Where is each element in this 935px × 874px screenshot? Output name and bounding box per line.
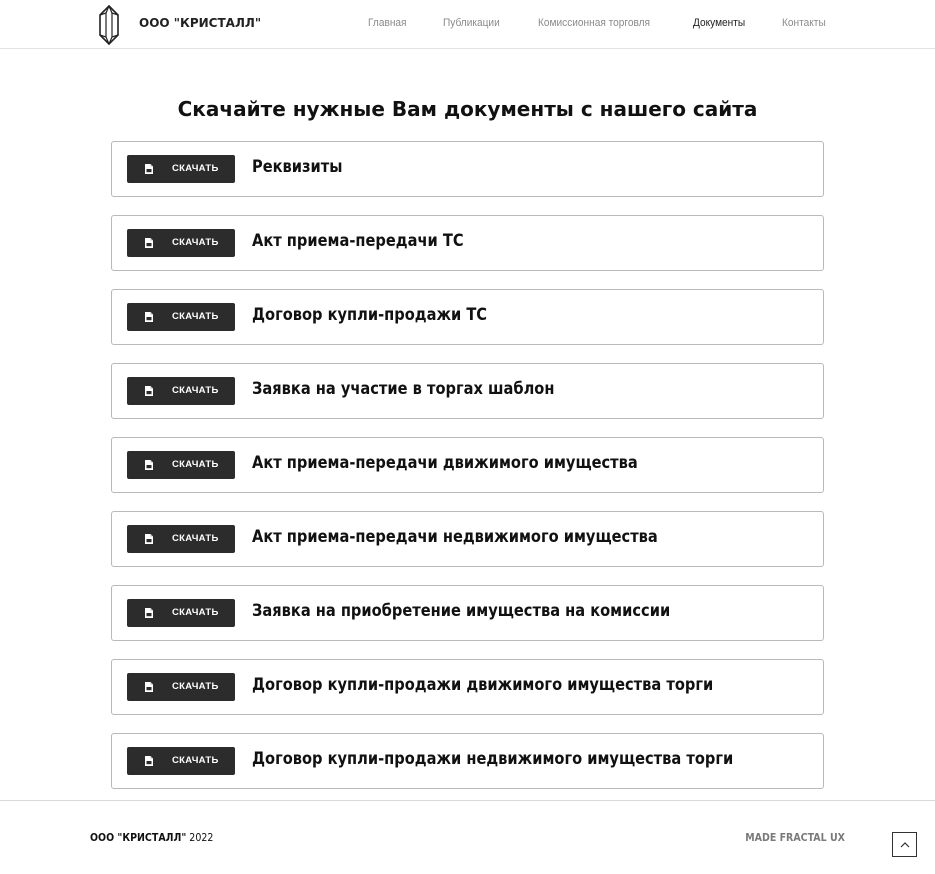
nav-contacts[interactable]: Контакты [782, 17, 827, 29]
crystal-logo-icon[interactable] [98, 5, 120, 45]
file-icon [145, 534, 153, 544]
document-title: Заявка на участие в торгах шаблон [252, 379, 555, 399]
download-label: СКАЧАТЬ [172, 311, 219, 322]
document-card [111, 733, 824, 789]
nav-commission-trade[interactable]: Комиссионная торговля [538, 17, 651, 29]
download-button[interactable] [127, 155, 235, 183]
file-icon [145, 386, 153, 396]
download-label: СКАЧАТЬ [172, 163, 219, 174]
file-icon [145, 164, 153, 174]
document-card [111, 437, 824, 493]
document-card [111, 215, 824, 271]
download-label: СКАЧАТЬ [172, 755, 219, 766]
document-title: Акт приема-передачи ТС [252, 231, 464, 251]
download-button[interactable] [127, 303, 235, 331]
document-list [111, 141, 824, 807]
download-button[interactable] [127, 451, 235, 479]
document-card [111, 363, 824, 419]
site-footer [0, 800, 935, 874]
document-title: Договор купли-продажи ТС [252, 305, 488, 325]
download-button[interactable] [127, 377, 235, 405]
file-icon [145, 608, 153, 618]
footer-company: ООО "КРИСТАЛЛ" [90, 831, 187, 844]
document-title: Акт приема-передачи недвижимого имущества [252, 527, 658, 547]
download-button[interactable] [127, 525, 235, 553]
nav-publications[interactable]: Публикации [443, 17, 501, 29]
download-button[interactable] [127, 747, 235, 775]
document-card [111, 585, 824, 641]
download-label: СКАЧАТЬ [172, 459, 219, 470]
made-by-link[interactable]: MADE FRACTAL UX [745, 831, 845, 844]
document-title: Договор купли-продажи недвижимого имущества торги [252, 749, 734, 769]
download-button[interactable] [127, 673, 235, 701]
nav-home[interactable]: Главная [368, 17, 407, 29]
document-card [111, 141, 824, 197]
file-icon [145, 682, 153, 692]
brand-name[interactable]: ООО "КРИСТАЛЛ" [139, 16, 262, 30]
scroll-to-top-button[interactable] [892, 832, 917, 857]
file-icon [145, 238, 153, 248]
document-title: Акт приема-передачи движимого имущества [252, 453, 638, 473]
download-label: СКАЧАТЬ [172, 681, 219, 692]
download-button[interactable] [127, 599, 235, 627]
download-button[interactable] [127, 229, 235, 257]
footer-year: 2022 [189, 831, 214, 844]
document-card [111, 659, 824, 715]
nav-documents[interactable]: Документы [692, 17, 745, 29]
download-label: СКАЧАТЬ [172, 533, 219, 544]
file-icon [145, 312, 153, 322]
main-nav [368, 17, 830, 29]
download-label: СКАЧАТЬ [172, 237, 219, 248]
file-icon [145, 756, 153, 766]
site-header [0, 0, 935, 49]
download-label: СКАЧАТЬ [172, 385, 219, 396]
document-title: Договор купли-продажи движимого имущества торги [252, 675, 714, 695]
copyright [90, 831, 213, 844]
page-title: Скачайте нужные Вам документы с нашего сайта [177, 97, 758, 121]
document-card [111, 289, 824, 345]
file-icon [145, 460, 153, 470]
chevron-up-icon [900, 842, 910, 848]
document-card [111, 511, 824, 567]
document-title: Реквизиты [252, 157, 343, 177]
document-title: Заявка на приобретение имущества на комиссии [252, 601, 671, 621]
download-label: СКАЧАТЬ [172, 607, 219, 618]
